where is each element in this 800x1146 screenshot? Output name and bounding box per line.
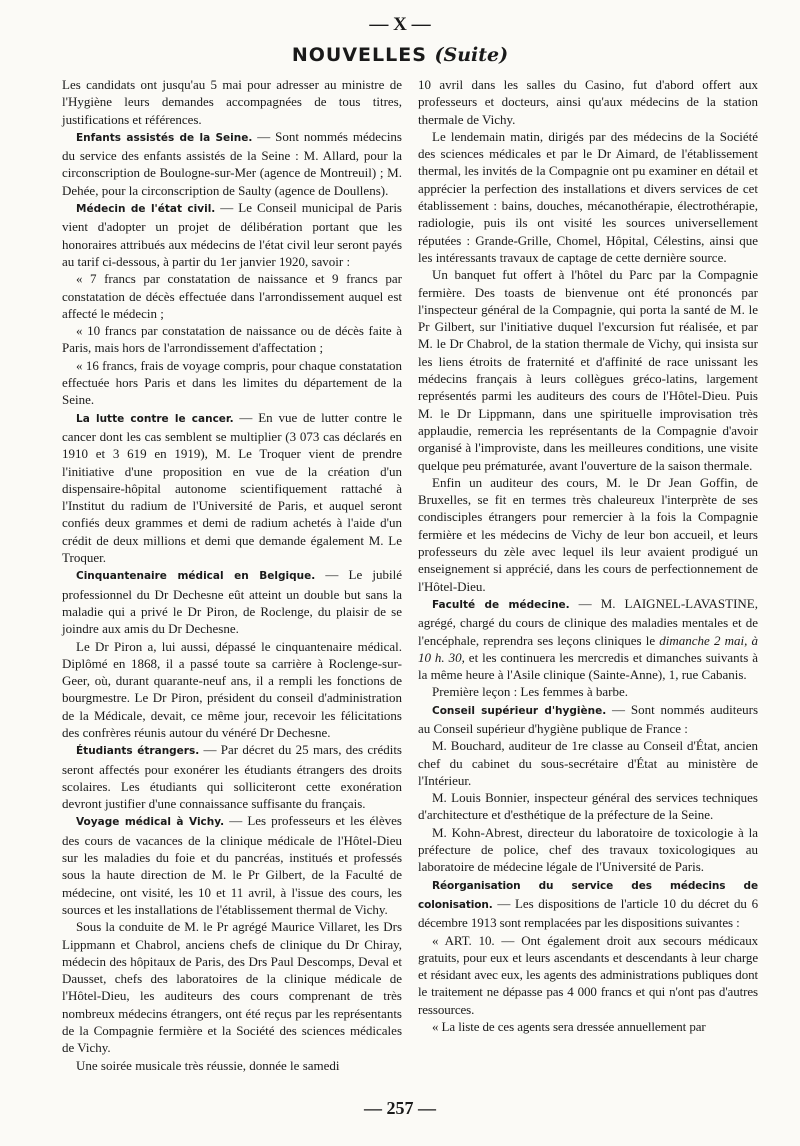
paragraph: Un banquet fut offert à l'hôtel du Parc par la Compagnie fermière. Des toasts de bienvenue ont été prononcés par l'inspecteur général de la Compagnie, qui porta la santé de M. le Pr Gilbert, sur l'initiative duquel l'excursion fut réalisée, et par M. le Dr Chabrol, de la station thermale de Vichy, qui insista sur les liens étroits de fraternité et d'affinité de race unissant les médecins français à leurs collègues gréco-latins, largement représentés parmi les auditeurs des cours de l'Hôtel-Dieu. Puis M. le Dr Lippmann, dans une spirituelle improvisation très applaudie, remercia les représentants de la Compagnie d'avoir organisé à l'improviste, dans les meilleures conditions, une visite quelque peu prématurée, avant l'ouverture de la saison thermale. [418,267,758,473]
paragraph: « 7 francs par constatation de naissance et 9 francs par constatation de décès effectuée dans l'arrondissement auquel est affecté le médecin ; [62,271,402,321]
paragraph: Première leçon : Les femmes à barbe. [432,684,628,700]
paragraph: Le Dr Piron a, lui aussi, dépassé le cinquantenaire médical. Diplômé en 1868, il a passé toute sa carrière à Roclenge-sur-Geer, où, durant quarante-neuf ans, il a rempli les fonctions de bourgmestre. Le Dr Piron, président du conseil d'administration de la Médicale, devait, ce même jour, recevoir les félicitations des confrères réunis autour du vénéré Dr Dechesne. [62,638,402,740]
item-heading: Cinquantenaire médical en Belgique. [76,570,316,583]
section-roman-numeral: — X — [369,14,431,35]
item-text: — Les dispositions de l'article 10 du décret du 6 décembre 1913 sont remplacées par les dispositions suivantes : [418,895,758,931]
news-item [418,876,758,932]
news-item [62,409,402,567]
title-text: NOUVELLES [291,44,427,66]
item-heading: Conseil supérieur d'hygiène. [432,704,607,717]
paragraph: Le lendemain matin, dirigés par des médecins de la Société des sciences médicales et par le Dr Aimard, de l'établissement thermal, les invités de la Compagnie ont pu examiner en détail et apprécier la perfection des installations et divers services de cet établissement : bains, douches, mécanothérapie, électrothérapie, radiologie, puis ils ont visité les sources universellement réputées : Grande-Grille, Chomel, Hôpital, Célestins, ainsi que les intéressants travaux de captage de cette dernière source. [418,128,758,265]
news-item [62,741,402,812]
item-text: — Le jubilé professionnel du Dr Dechesne eût atteint un double but sans la maladie qui a privé le Dr Piron, de Roclenge, du plaisir de se joindre aux amis du Dr Dechesne. [62,567,402,637]
news-item [62,199,402,270]
item-heading: La lutte contre le cancer. [76,412,234,425]
title-suite: (Suite) [434,44,509,66]
item-text: — M. LAIGNEL-LAVASTINE, agrégé, chargé du cours de clinique des maladies mentales et de l'encéphale, reprendra ses leçons cliniques le [418,595,758,648]
paragraph: Sous la conduite de M. le Pr agrégé Maurice Villaret, les Drs Lippmann et Chabrol, anciens chefs de clinique du Dr Chiray, médecin des hôpitaux de Paris, des Drs Paul Descomps, Deval et Dausset, chefs des laboratoires de la clinique médicale de l'Hôtel-Dieu, les auditeurs des cours comprenant de très nombreux médecins étrangers, ont été reçus par les représentants de la Compagnie fermière et la Société des sciences médicales de Vichy. [62,919,402,1056]
item-text: — En vue de lutter contre le cancer dont les cas semblent se multiplier (3 073 cas déclarés en 1910 et 3 619 en 1919), M. Le Troquer vient de prendre l'initiative d'une proposition en vue de la création d'un dispensaire-hôpital autonome scientifiquement rattaché à l'Institut du radium de l'Université de Paris, et auquel seront confiés deux grammes et demi de radium achetés à l'aide d'un crédit de deux millions et demi que demande également M. Le Troquer. [62,409,403,566]
item-heading: Étudiants étrangers. [76,745,200,758]
right-column [418,76,758,1035]
item-heading: Faculté de médecine. [432,598,570,611]
paragraph: « ART. 10. — Ont également droit aux secours médicaux gratuits, pour eux et leurs ascendants et descendants à leur charge et résidant avec eux, les agents des administrations publiques dont le traitement ne dépasse pas 4 000 francs et qui n'ont pas d'autres ressources. [418,932,758,1017]
item-text: — Le Conseil municipal de Paris vient d'adopter un projet de délibération portant que les honoraires attribués aux médecins de l'état civil leur seront payés au tarif ci-dessous, à partir du 1er janvier 1920, savoir : [62,200,402,269]
left-column [62,76,402,1074]
news-item [418,595,758,683]
paragraph: « La liste de ces agents sera dressée annuellement par [432,1019,706,1035]
paragraph: Une soirée musicale très réussie, donnée le samedi [76,1057,340,1073]
news-item [418,701,758,738]
item-heading: Médecin de l'état civil. [76,203,216,216]
page-number: — 257 — [364,1098,436,1118]
news-item [62,128,402,199]
news-item [62,566,402,637]
item-text-italic: dimanche 2 mai, à 10 h. 30, [418,632,758,665]
paragraph: 10 avril dans les salles du Casino, fut d'abord offert aux professeurs et docteurs, ainsi qu'aux médecins de la station thermale de Vichy. [418,77,758,127]
item-heading: Réorganisation du service des médecins de colonisation. [418,879,758,911]
item-text: — Les professeurs et les élèves des cours de vacances de la clinique médicale de l'Hôtel-Dieu sur les maladies du foie et du pancréas, institués et professés sous la haute direction de M. le Pr Gilbert, de la Faculté de médecine, ont visité, les 10 et 11 avril, à l'issue des cours, les sources et les installations de l'établissement thermal de Vichy. [62,813,402,917]
paragraph: Les candidats ont jusqu'au 5 mai pour adresser au ministre de l'Hygiène leurs demandes accompagnées de tous titres, justifications et références. [62,77,402,127]
item-text: — Sont nommés médecins du service des enfants assistés de la Seine : M. Allard, pour la circonscription de Boulogne-sur-Mer (agence de Montreuil) ; M. Dehée, pour la circonscription de Saulty (agence de Doullens). [62,128,402,198]
item-text: — Sont nommés auditeurs au Conseil supérieur d'hygiène publique de France : [418,701,759,736]
paragraph: « 10 francs par constatation de naissance ou de décès faite à Paris, mais hors de l'arrondissement d'affectation ; [62,323,402,356]
paragraph: M. Kohn-Abrest, directeur du laboratoire de toxicologie à la préfecture de police, chef des travaux toxicologiques au laboratoire de médecine légale de l'Université de Paris. [418,824,758,875]
paragraph: « 16 francs, frais de voyage compris, pour chaque constatation effectuée hors Paris et dans les limites du département de la Seine. [62,357,402,408]
page-title [0,44,800,66]
item-text: — Par décret du 25 mars, des crédits seront affectés pour exonérer les étudiants étrangers des droits scolaires. Les étudiants qui solliciteront cette exonération devront justifier d'une connaissance suffisante du français. [62,742,402,812]
paragraph: M. Louis Bonnier, inspecteur général des services techniques d'architecture et d'esthétique de la préfecture de la Seine. [418,790,758,823]
item-heading: Enfants assistés de la Seine. [76,131,253,144]
item-text: et les continuera les mercredis et dimanches suivants à la même heure à l'Asile clinique (Sainte-Anne), 1, rue Cabanis. [418,649,759,683]
item-heading: Voyage médical à Vichy. [76,816,225,829]
paragraph: Enfin un auditeur des cours, M. le Dr Jean Goffin, de Bruxelles, se fit en termes très chaleureux l'interprète de ses condisciples étrangers pour remercier à la fois la Compagnie fermière et les médecins de Vichy de leur bon accueil, et leurs professeurs du zèle avec lequel ils leur avaient prodigué un enseignement si apprécié, dans les cours de perfectionnement de l'Hôtel-Dieu. [418,474,758,594]
news-item [62,812,402,918]
paragraph: M. Bouchard, auditeur de 1re classe au Conseil d'État, ancien chef du cabinet du sous-secrétaire d'État au ministère de l'Intérieur. [418,738,758,788]
